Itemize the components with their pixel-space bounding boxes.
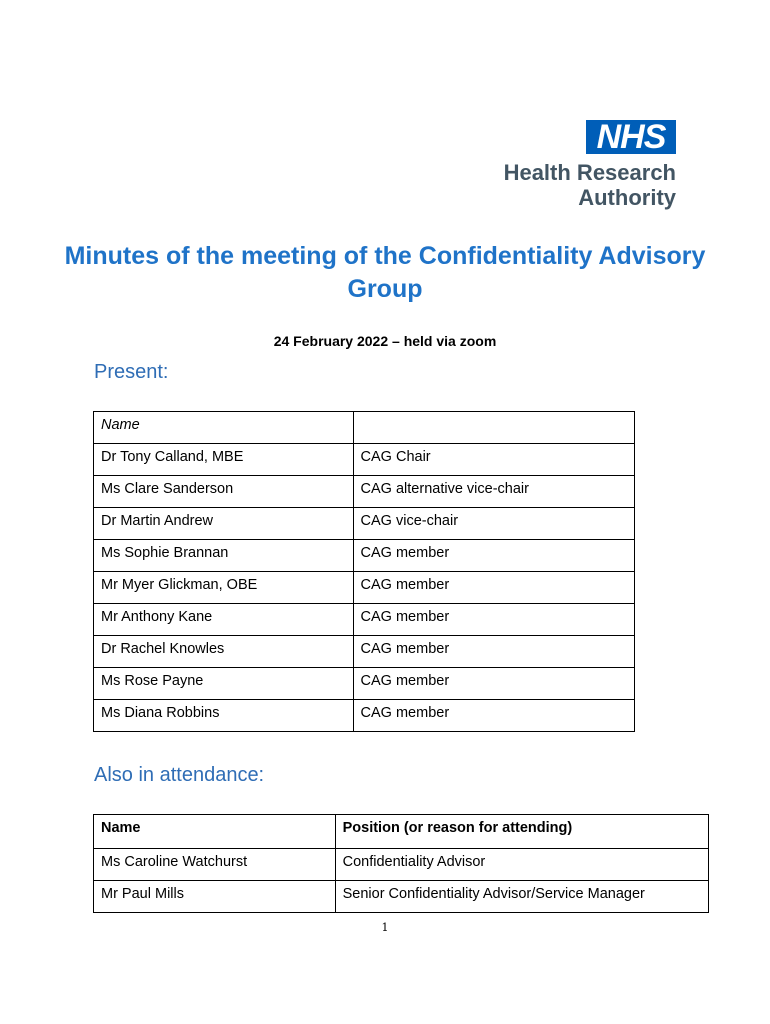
table-header-row [94,815,709,849]
table-row [94,540,635,572]
attendance-heading: Also in attendance: [94,764,265,786]
position-column-header: Position (or reason for attending) [335,815,708,849]
present-heading: Present: [94,361,169,383]
table-row [94,508,635,540]
member-role: CAG member [353,668,634,700]
table-row [94,700,635,732]
table-row [94,572,635,604]
member-name: Dr Martin Andrew [94,508,354,540]
member-name: Ms Rose Payne [94,668,354,700]
table-row [94,668,635,700]
name-column-header: Name [94,815,336,849]
role-column-header [353,412,634,444]
attendee-position: Confidentiality Advisor [335,849,708,881]
name-column-header: Name [94,412,354,444]
attendee-name: Mr Paul Mills [94,881,336,913]
table-row [94,636,635,668]
member-role: CAG member [353,700,634,732]
member-role: CAG Chair [353,444,634,476]
table-row [94,849,709,881]
hra-logo [480,118,680,213]
table-row [94,476,635,508]
member-role: CAG member [353,572,634,604]
member-name: Dr Tony Calland, MBE [94,444,354,476]
member-role: CAG vice-chair [353,508,634,540]
attendee-name: Ms Caroline Watchurst [94,849,336,881]
document-title: Minutes of the meeting of the Confidentiality Advisory Group [64,242,706,303]
member-name: Mr Anthony Kane [94,604,354,636]
member-role: CAG member [353,604,634,636]
page-number: 1 [381,921,389,934]
attendance-table [93,814,709,913]
member-role: CAG member [353,540,634,572]
member-name: Dr Rachel Knowles [94,636,354,668]
member-name: Ms Clare Sanderson [94,476,354,508]
table-header-row [94,412,635,444]
member-role: CAG member [353,636,634,668]
member-name: Ms Sophie Brannan [94,540,354,572]
attendee-position: Senior Confidentiality Advisor/Service Manager [335,881,708,913]
nhs-logo-box: NHS [586,120,676,154]
member-name: Ms Diana Robbins [94,700,354,732]
member-role: CAG alternative vice-chair [353,476,634,508]
org-name-line2: Authority [578,185,676,210]
member-name: Mr Myer Glickman, OBE [94,572,354,604]
table-row [94,881,709,913]
table-row [94,604,635,636]
table-row [94,444,635,476]
meeting-date: 24 February 2022 – held via zoom [273,333,497,349]
present-table [93,411,635,732]
org-name-line1: Health Research [503,160,676,185]
